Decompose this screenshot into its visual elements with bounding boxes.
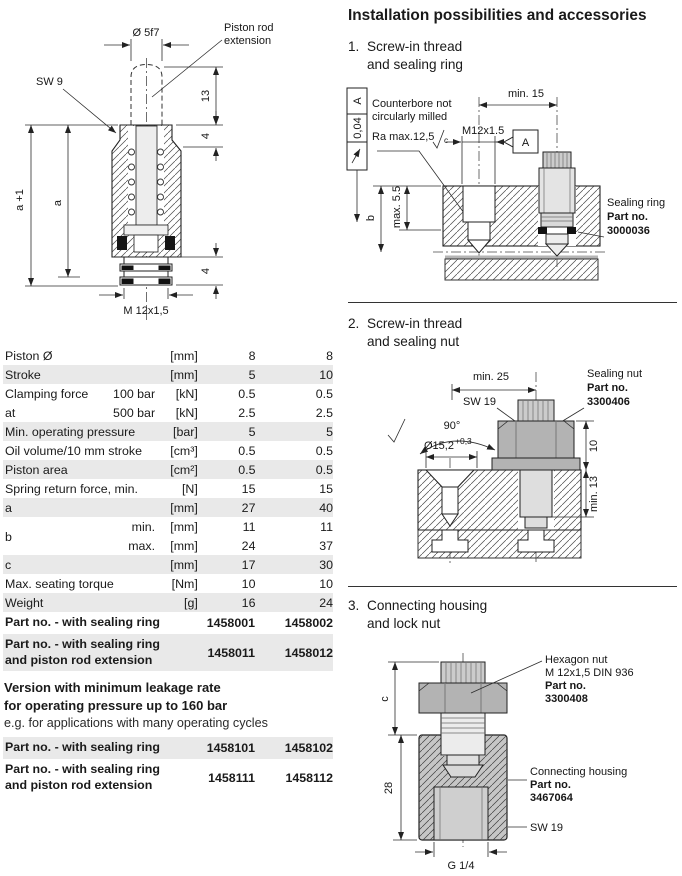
section-3-number: 3.: [348, 598, 360, 613]
dim-10: 10: [588, 439, 600, 453]
section-divider-2: [348, 586, 677, 587]
piston-plate: [124, 225, 168, 235]
table-row: c [mm] 17 30: [3, 555, 333, 574]
connecting-housing-partno-value: 3467064: [530, 792, 573, 804]
datum-triangle-icon: [504, 137, 513, 147]
section-3-heading: [348, 597, 487, 633]
section-1-title-2: and sealing ring: [367, 57, 463, 72]
bottom-flange: [120, 257, 172, 285]
counterbore-note-2: circularly milled: [372, 111, 448, 123]
sealing-ring-right: [567, 227, 576, 234]
thread-size-label: M12x1.5: [462, 125, 505, 137]
dim-dia-15-2: Ø15,2: [424, 440, 454, 452]
dim-min-25: min. 25: [472, 371, 510, 383]
piston-seal-left: [117, 236, 127, 250]
table-row: Part no. - with sealing ring and piston rod extension 1458011 1458012: [3, 634, 333, 671]
hexagon-nut-partno-label: Part no.: [545, 680, 586, 692]
connecting-housing-callout: Connecting housing: [530, 766, 628, 778]
g14-bore: [434, 787, 488, 840]
table-row: Part no. - with sealing ring 1458101 1458102: [3, 737, 333, 759]
geometric-tolerance-frame: [347, 88, 367, 222]
dim-dia-tolerance: +0,3: [455, 436, 472, 446]
section-divider-1: [348, 302, 677, 303]
wrench-size-label: SW 19: [463, 396, 497, 408]
table-row: Piston Ø [mm] 8 8: [5, 348, 333, 363]
rod-extension-callout-2: extension: [224, 35, 272, 47]
section-1-heading: [348, 38, 463, 74]
piston-section-drawing: [0, 0, 341, 345]
sealing-ring-callout: Sealing ring: [607, 197, 666, 209]
rod-extension-callout: Piston rod: [224, 22, 274, 34]
datum-flag-label: A: [521, 137, 530, 149]
version-note: [4, 679, 339, 732]
table-row: Spring return force, min. [N] 15 15: [5, 481, 333, 496]
dim-28: 28: [383, 781, 395, 795]
sealing-nut-partno-label: Part no.: [587, 382, 628, 394]
thread-label: M 12x1,5: [123, 305, 169, 317]
sealing-ring-left: [538, 227, 547, 234]
table-row: Clamping force 100 bar [kN] 0.5 0.5: [5, 386, 333, 401]
section-1-number: 1.: [348, 39, 360, 54]
table-row: Part no. - with sealing ring 1458001 1458002: [5, 615, 333, 630]
hexagon-nut-spec: M 12x1,5 DIN 936: [545, 667, 634, 679]
table-row: Weight [g] 16 24: [3, 593, 333, 612]
wrench-size-label: SW 9: [36, 76, 63, 88]
dim-min-15: min. 15: [507, 88, 545, 100]
dim-g14: G 1/4: [447, 860, 475, 872]
roughness-grade-label: c: [444, 135, 449, 145]
table-row: Max. seating torque [Nm] 10 10: [5, 576, 333, 591]
version-note-line3: e.g. for applications with many operating cycles: [4, 716, 268, 730]
table-row: Min. operating pressure [bar] 5 5: [3, 422, 333, 441]
dim-a: a: [52, 199, 64, 207]
section-3-title-2: and lock nut: [367, 616, 441, 631]
table-row: max. [mm] 24 37: [128, 538, 333, 553]
table-row: a [mm] 27 40: [3, 498, 333, 517]
dim-max-5-5: max. 5.5: [391, 185, 403, 229]
piston-rod: [136, 126, 157, 225]
sealing-nut-partno-value: 3300406: [587, 396, 630, 408]
hexagon-nut-callout: Hexagon nut: [545, 654, 608, 666]
connecting-housing-drawing: [345, 645, 682, 876]
connecting-housing-partno-label: Part no.: [530, 779, 571, 791]
table-row: b min. [mm] 11 11: [5, 519, 333, 544]
table-row: Part no. - with sealing ring and piston rod extension 1458111 1458112: [5, 762, 333, 792]
roughness-label: Ra max.12,5: [372, 131, 435, 143]
dim-a-plus-1: a +1: [14, 189, 26, 211]
dim-90-deg: 90°: [443, 420, 461, 432]
dim-min-13: min. 13: [588, 475, 600, 513]
section-3-title: Connecting housing: [367, 598, 488, 613]
section-2-title: Screw-in thread: [367, 316, 463, 331]
sealing-ring-partno-value: 3000036: [607, 225, 650, 237]
counterbore-hole: [463, 186, 495, 222]
surface-finish-icon: [388, 419, 405, 442]
dim-4-top: 4: [200, 132, 212, 140]
dim-c: c: [379, 696, 391, 702]
dim-13: 13: [200, 89, 212, 103]
table-row: Oil volume/10 mm stroke [cm³] 0.5 0.5: [5, 443, 333, 458]
datum-ref-label: A: [352, 97, 364, 105]
tolerance-value-label: 0,04: [352, 117, 364, 139]
version-note-line2: for operating pressure up to 160 bar: [4, 697, 228, 713]
counterbore-note-1: Counterbore not: [372, 98, 452, 110]
table-row: at 500 bar [kN] 2.5 2.5: [5, 405, 333, 420]
version-note-line1: Version with minimum leakage rate: [4, 680, 221, 695]
section-1-title: Screw-in thread: [367, 39, 463, 54]
sealing-ring-partno-label: Part no.: [607, 211, 648, 223]
page-title: Installation possibilities and accessories: [348, 7, 647, 24]
piston-seal-right: [165, 236, 175, 250]
section-2-number: 2.: [348, 316, 360, 331]
part-table-2: [3, 737, 333, 796]
section-2-heading: [348, 315, 462, 351]
section-2-title-2: and sealing nut: [367, 334, 460, 349]
surface-finish-icon: [433, 130, 444, 148]
dim-4-bottom: 4: [200, 267, 212, 275]
hexagon-nut-partno-value: 3300408: [545, 693, 588, 705]
lower-plate: [445, 259, 598, 280]
table-row: Piston area [cm²] 0.5 0.5: [3, 460, 333, 479]
table-row: Stroke [mm] 5 10: [3, 365, 333, 384]
rod-diameter-label: Ø 5f7: [132, 27, 160, 39]
spec-table: [3, 346, 333, 612]
screw-in-sealing-nut-drawing: [345, 358, 682, 578]
wrench-size-label: SW 19: [530, 822, 564, 834]
dim-b: b: [365, 214, 377, 222]
sealing-nut-callout: Sealing nut: [587, 368, 643, 380]
part-table-1: [3, 612, 333, 671]
screw-in-sealing-ring-drawing: [345, 85, 682, 300]
hexagon-nut: [419, 683, 507, 713]
